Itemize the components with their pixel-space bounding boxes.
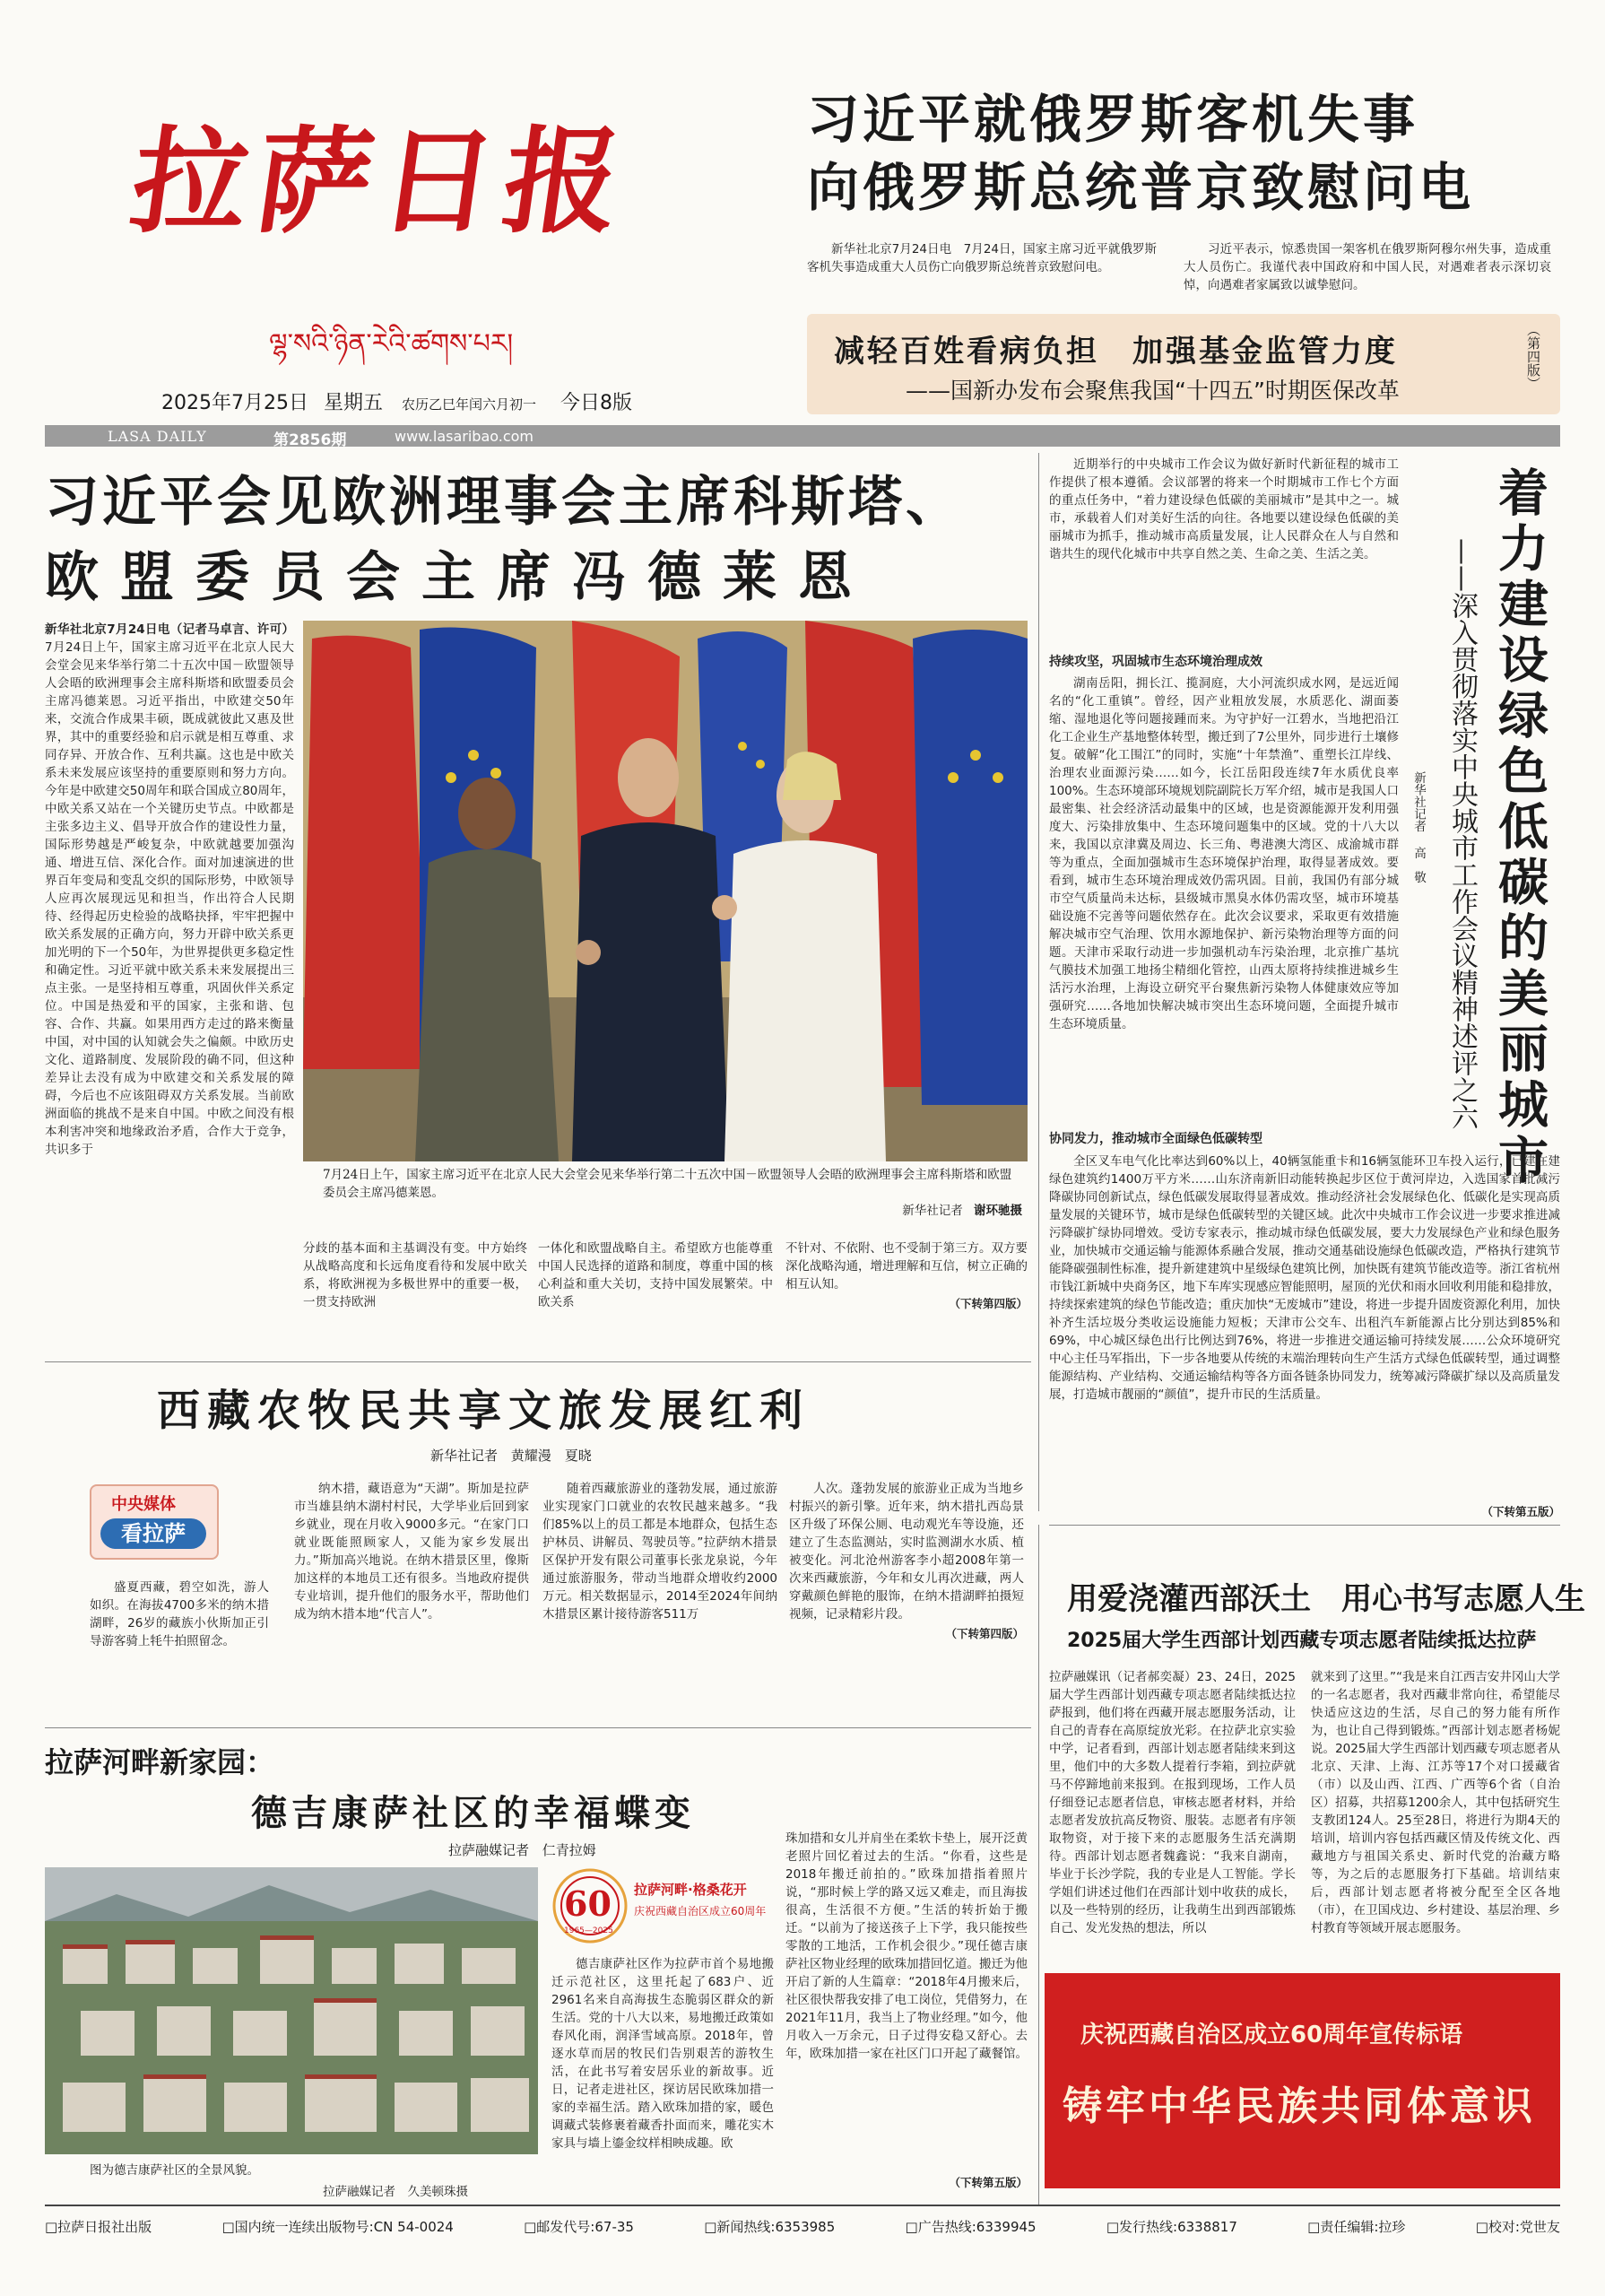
tourism-col-3 bbox=[789, 1480, 1024, 1643]
tourism-col-2 bbox=[542, 1480, 777, 1625]
lead-photo-credit-label: 新华社记者 bbox=[902, 1204, 963, 1218]
commentary-sub-1: 持续攻坚，巩固城市生态环境治理成效 bbox=[1049, 655, 1262, 669]
masthead-logo: 拉萨日报 bbox=[123, 115, 638, 249]
top-story-headline-2: 向俄罗斯总统普京致慰问电 bbox=[807, 157, 1475, 218]
divider-tourism-bottom bbox=[45, 1727, 1031, 1728]
community-photo-illustration bbox=[45, 1867, 538, 2154]
community-title-1: 拉萨河畔新家园： bbox=[45, 1745, 275, 1779]
top-story-col-2-text: 习近平表示，惊悉贵国一架客机在俄罗斯阿穆尔州失事，造成重大人员伤亡。我谨代表中国政府和中国人民，对遇难者表示深切哀悼，向遇难者家属致以诚挚慰问。 bbox=[1184, 242, 1551, 292]
volunteer-col1-text: 拉萨融媒讯（记者郝奕凝）23、24日，2025届大学生西部计划西藏专项志愿者陆续抵达拉萨报到，他们将在西藏开展志愿服务活动，让自己的青春在高原绽放光彩。在拉萨北京实验中学，记者看到，西部计划志愿者陆续来到这里，他们中的大多数人提着行李箱，到拉萨就马不停蹄地前来报到。在报到现场，工作人员仔细登记志愿者信息，审核志愿者材料，并给志愿者发放抗高反物资、服装。志愿者有序领取物资，对于接下来的志愿服务生活充满期待。西部计划志愿者魏鑫说：“我来自湖南，毕业于长沙学院，我的专业是人工智能。学长学姐们讲述过他们在西部计划中收获的成长，以及一些特别的经历，让我萌生出到西部锻炼自己、发光发热的想法，所以 bbox=[1049, 1670, 1296, 1935]
top-story-col-2 bbox=[1184, 240, 1551, 296]
lead-story-col-1 bbox=[45, 621, 294, 1374]
volunteer-headline: 用爱浇灌西部沃土 用心书写志愿人生 bbox=[1067, 1581, 1585, 1617]
lead-story-col-3 bbox=[538, 1239, 773, 1313]
footer-distribution-hotline: □发行热线:6338817 bbox=[1106, 2219, 1237, 2235]
divider-volunteer-top bbox=[1049, 1525, 1560, 1526]
divider-lead-bottom bbox=[45, 1361, 1031, 1362]
commentary-intro-text: 近期举行的中央城市工作会议为做好新时代新征程的城市工作提供了根本遵循。会议部署的将来一个时期城市工作七个方面的重点任务中，“着力建设绿色低碳的美丽城市”是其中之一。城市，承载着人们对美好生活的向往。各地要以建设绿色低碳的美丽城市为抓手，推动城市高质量发展，让人民群众在人与自然和谐共生的现代化城市中共享自然之美、生命之美、生活之美。 bbox=[1049, 457, 1399, 561]
slogan-title: 庆祝西藏自治区成立60周年宣传标语 bbox=[1080, 2022, 1463, 2048]
community-col1-text: 德吉康萨社区作为拉萨市首个易地搬迁示范社区，这里托起了683户、近2961名来自高海拔生态脆弱区群众的新生活。党的十八大以来，易地搬迁政策如春风化雨，润泽雪域高原。2018年，曾逐水草而居的牧民们告别艰苦的游牧生活，在此书写着安居乐业的新故事。近日，记者走进社区，探访居民欧珠加措一家的幸福生活。踏入欧珠加措的家，暖色调藏式装修裹着藏香扑面而来，雕花实木家具与墙上鎏金纹样相映成趣。欧 bbox=[551, 1957, 774, 2151]
slogan-box bbox=[1045, 1973, 1560, 2188]
lead-col1-text: 7月24日上午，国家主席习近平在北京人民大会堂会见来华举行第二十五次中国－欧盟领导人会晤的欧洲理事会主席科斯塔和欧盟委员会主席冯德莱恩。习近平指出，中欧建交50年来，交流合作成果丰硕，既成就彼此又惠及世界，其中的重要经验和启示就是相互尊重、求同存异、开放合作、互利共赢。这也是中欧关系未来发展应该坚持的重要原则和努力方向。今年是中欧建交50周年和联合国成立80周年，中欧关系又站在一个关键历史节点。中欧都是主张多边主义、倡导开放合作的建设性力量，国际形势越是严峻复杂，中欧就越要加强沟通、增进互信、深化合作。面对加速演进的世界百年变局和变乱交织的国际形势，中欧领导人应再次展现远见和担当，作出符合人民期待、经得起历史检验的战略抉择，牢牢把握中欧关系发展的正确方向，努力开辟中欧关系更加光明的下一个50年，为世界提供更多稳定性和确定性。习近平就中欧关系未来发展提出三点主张。一是坚持相互尊重，巩固伙伴关系定位。中国是热爱和平的国家，主张和谐、包容、合作、共赢。如果用西方走过的路来衡量中国，对中国的认知就会失之偏颇。中欧历史文化、道路制度、发展阶段的确不同，但这种差异让去没有成为中欧建交和关系发展的障碍，今后也不应该阻碍双方关系发展。当前欧洲面临的挑战不是来自中国。中欧之间没有根本利害冲突和地缘政治矛盾，合作大于竞争，共识多于 bbox=[45, 640, 294, 1157]
top-story-col-1 bbox=[807, 240, 1157, 278]
tourism-intro-text: 盛夏西藏，碧空如洗，游人如织。在海拔4700多米的纳木措湖畔，26岁的藏族小伙斯加正引导游客骑上牦牛拍照留念。 bbox=[90, 1580, 269, 1648]
top-story bbox=[798, 85, 1560, 222]
commentary-text-1: 湖南岳阳，拥长江、揽洞庭，大小河流织成水网，是远近闻名的“化工重镇”。曾经，因产业粗放发展，水质恶化、湖面萎缩、湿地退化等问题接踵而来。为守护好一江碧水，当地把沿江化工企业生产基地整体转型，搬迁到了7公里外，同步进行土壤修复。破解“化工围江”的同时，实施“十年禁渔”、重塑长江岸线、治理农业面源污染……如今，长江岳阳段连续7年水质优良率100%。生态环境部环境规划院副院长万军介绍，城市是我国人口最密集、社会经济活动最集中的区域，也是资源能源开发利用强度大、污染排放集中、生态环境问题集中的区域。党的十八大以来，我国以京津冀及周边、长三角、粤港澳大湾区、成渝城市群等为重点，全面加强城市生态环境保护治理，取得显著成效。要看到，城市生态环境治理成效仍需巩固。目前，我国仍有部分城市空气质量尚未达标，县级城市黑臭水体仍需攻坚，城市环境基础设施不完善等问题依然存在。此次会议要求，采取更有效措施解决城市空气治理、饮用水源地保护、新污染物治理等方面的问题。天津市采取行动进一步加强机动车污染治理，北京推广基坑气膜技术加强工地扬尘精细化管控，山西太原将持续推进城乡生活污水治理，上海设立研究平台聚焦新污染物人体健康效应等加强研究……各地加快解决城市突出生态环境问题，全面提升城市生态环境质量。 bbox=[1049, 676, 1399, 1031]
issue-band bbox=[45, 425, 1560, 447]
badge-bottom-text: 看拉萨 bbox=[100, 1518, 206, 1549]
promo-subtitle: ——国新办发布会聚焦我国“十四五”时期医保改革 bbox=[906, 378, 1400, 404]
anniversary-years: 1965—2025 bbox=[564, 1926, 613, 1935]
issue-date: 2025年7月25日 bbox=[161, 392, 308, 414]
top-story-headline-1: 习近平就俄罗斯客机失事 bbox=[807, 89, 1419, 150]
tourism-col3-text: 人次。蓬勃发展的旅游业正成为当地乡村振兴的新引擎。近年来，纳木措扎西岛景区升级了环保公厕、电动观光车等设施，还建立了生态监测站，实时监测湖水水质、植被变化。河北沧州游客李小超2008年第一次来西藏旅游，今年和女儿再次进藏，两人穿戴颜色鲜艳的服饰，在纳木措湖畔拍摄短视频，记录精彩片段。 bbox=[789, 1482, 1024, 1622]
anniversary-line-1: 拉萨河畔·格桑花开 bbox=[634, 1882, 747, 1898]
footer-proofreader: □校对:党世友 bbox=[1475, 2219, 1560, 2235]
lead-col3-text: 一体化和欧盟战略自主。希望欧方也能尊重中国人民选择的道路和制度，尊重中国的核心利益和重大关切，支持中国发展繁荣。中欧关系 bbox=[538, 1241, 773, 1309]
promo-box[interactable] bbox=[807, 314, 1560, 414]
community-photo-caption bbox=[54, 2160, 538, 2199]
commentary-continued[interactable]: （下转第五版） bbox=[1481, 1505, 1560, 1518]
tourism-headline: 西藏农牧民共享文旅发展红利 bbox=[157, 1386, 811, 1436]
issue-lunar-date: 农历乙巳年闰六月初一 bbox=[402, 396, 537, 413]
paper-url: www.lasaribao.com bbox=[395, 428, 534, 445]
tourism-byline bbox=[430, 1446, 592, 1465]
community-byline-label: 拉萨融媒记者 bbox=[448, 1842, 530, 1858]
footer-ad-hotline: □广告热线:6339945 bbox=[905, 2219, 1037, 2235]
community-byline-name: 仁青拉姆 bbox=[542, 1842, 596, 1858]
lead-continued[interactable]: （下转第四版） bbox=[949, 1297, 1028, 1310]
tourism-col2-text: 随着西藏旅游业的蓬勃发展，通过旅游业实现家门口就业的农牧民越来越多。“我们85%以上的员工都是本地群众，包括生态护林员、讲解员、驾驶员等。”拉萨纳木措景区保护开发有限公司董事长张龙泉说，今年通过旅游服务，带动当地群众增收约2000万元。相关数据显示，2014至2024年间纳木措景区累计接待游客511万 bbox=[542, 1482, 777, 1622]
volunteer-subheadline: 2025届大学生西部计划西藏专项志愿者陆续抵达拉萨 bbox=[1067, 1630, 1537, 1652]
community-col-2 bbox=[785, 1830, 1028, 2170]
commentary-section-2 bbox=[1049, 1152, 1560, 1502]
community-photo-caption-text: 图为德吉康萨社区的全景风貌。 bbox=[90, 2163, 259, 2178]
paper-english-name: LASA DAILY bbox=[108, 428, 207, 445]
commentary-text-2: 全区叉车电气化比率达到60%以上，40辆氢能重卡和16辆氢能环卫车投入运行，已建在建绿色建筑约1400万平方米……山东济南新旧动能转换起步区位于黄河岸边，入选国家首批减污降碳协同创新试点，绿色低碳发展取得显著成效。推动经济社会发展绿色化、低碳化是实现高质量发展的关键环节，城市是绿色低碳转型的关键区域。此次中央城市工作会议进一步要求推进减污降碳扩绿协同增效。受访专家表示，推动城市绿色低碳发展，要大力发展绿色产业和绿色服务业，加快城市交通运输与能源体系融合发展，推动交通基础设施绿色低碳改造，严格执行建筑节能降碳强制性标准，提升新建建筑中星级绿色建筑比例，加快既有建筑节能改造等。浙江省杭州市钱江新城中央商务区，地下车库实现感应智能照明，屋顶的光伏和雨水回收利用能和稳排放，持续探索建筑的绿色节能改造；重庆加快“无废城市”建设，将进一步提升固废资源化利用，加快补齐生活垃圾分类收运设施能力短板；天津市公交车、出租汽车新能源占比分别达到85%和69%，中心城区绿色出行比例达到76%，将进一步推进交通运输可持续发展……公众环境研究中心主任马军指出，下一步各地要从传统的末端治理转向生产生活方式绿色低碳转型，通过调整能源结构、产业结构、交通运输结构等各方面各链条协同发力，统筹减污降碳扩绿以及高质量发展，打造城市靓丽的“颜值”，提升市民的生活质量。 bbox=[1049, 1154, 1560, 1402]
lead-photo-illustration bbox=[303, 621, 1028, 1161]
issue-page-count: 今日8版 bbox=[560, 392, 633, 414]
tourism-col-1 bbox=[294, 1480, 529, 1625]
commentary-section-2-head bbox=[1049, 1125, 1399, 1152]
lead-photo-caption bbox=[323, 1166, 1022, 1220]
community-col-1 bbox=[551, 1955, 774, 2190]
promo-title: 减轻百姓看病负担 加强基金监管力度 bbox=[834, 334, 1398, 370]
volunteer-col-1 bbox=[1049, 1668, 1296, 1969]
top-story-col-1-text: 新华社北京7月24日电 7月24日，国家主席习近平就俄罗斯客机失事造成重大人员伤亡向俄罗斯总统普京致慰问电。 bbox=[807, 242, 1157, 274]
community-col2-text: 珠加措和女儿并肩坐在柔软卡垫上，展开泛黄老照片回忆着过去的生活。“你看，这些是2018年搬迁前拍的。”欧珠加措指着照片说，“那时候上学的路又远又难走，而且海拔很高，生活很不方便。”生活的转折始于搬迁。“以前为了接送孩子上下学，我只能按些零散的工地活，工作机会很少。”现任德吉康萨社区物业经理的欧珠加措回忆道。搬迁为他开启了新的人生篇章：“2018年4月搬来后，社区很快帮我安排了电工岗位，凭借努力，在2021年11月，我当上了物业经理。”如今，他月收入一万余元，日子过得安稳又舒心。去年，欧珠加措一家在社区门口开起了藏餐馆。 bbox=[785, 1831, 1028, 2061]
commentary-byline-label: 新华社记者 bbox=[1411, 771, 1426, 832]
community-title-2: 德吉康萨社区的幸福蝶变 bbox=[251, 1792, 695, 1834]
promo-page-ref: （第四版） bbox=[1525, 323, 1541, 390]
tourism-byline-label: 新华社记者 bbox=[430, 1448, 499, 1464]
slogan-text: 铸牢中华民族共同体意识 bbox=[1063, 2083, 1536, 2129]
footer-news-hotline: □新闻热线:6353985 bbox=[704, 2219, 836, 2235]
lead-photo-credit-name: 谢环驰摄 bbox=[974, 1204, 1022, 1218]
commentary-intro bbox=[1049, 456, 1399, 644]
commentary-headline: 着力建设绿色低碳的美丽城市 bbox=[1490, 466, 1549, 1189]
divider-commentary bbox=[1038, 453, 1039, 1511]
issue-weekday: 星期五 bbox=[323, 392, 383, 414]
footer-postal-code: □邮发代号:67-35 bbox=[524, 2219, 634, 2235]
masthead-tibetan-name: ལྷ་སའི་ཉིན་རེའི་ཚགས་པར། bbox=[269, 328, 514, 360]
lead-dateline: 新华社北京7月24日电（记者马卓言、许可） bbox=[45, 622, 294, 637]
volunteer-col2-text: 就来到了这里。”“我是来自江西吉安井冈山大学的一名志愿者，我对西藏非常向往，希望能尽快适应这边的生活，尽自己的努力能有所作为，也让自己得到锻炼。”西部计划志愿者杨妮说。2025届大学生西部计划西藏专项志愿者从北京、天津、上海、江苏等17个对口援藏省（市）以及山西、江西、广西等6个省（自治区）招募，共招募1200余人，其中包括研究生支教团124人。25至28日，将进行为期4天的培训，培训内容包括西藏区情及传统文化、西藏地方与祖国关系史、新时代党的治藏方略等，为之后的志愿服务打下基础。培训结束后，西部计划志愿者将被分配至全区各地（市），在卫国戍边、乡村建设、基层治理、乡村教育等领域开展志愿服务。 bbox=[1311, 1670, 1560, 1935]
lead-col4-text: 不针对、不依附、也不受制于第三方。双方要深化战略沟通，增进理解和互信，树立正确的相互认知。 bbox=[785, 1241, 1028, 1292]
volunteer-col-2 bbox=[1311, 1668, 1560, 1969]
anniversary-logo bbox=[551, 1867, 802, 1948]
tourism-continued[interactable]: （下转第四版） bbox=[945, 1627, 1024, 1640]
lead-story-col-2 bbox=[303, 1239, 527, 1313]
lead-headline-2: 欧盟委员会主席冯德莱恩 bbox=[45, 546, 873, 609]
footer-publisher: □拉萨日报社出版 bbox=[45, 2219, 152, 2235]
commentary-subheadline: ——深入贯彻落实中央城市工作会议精神述评之六 bbox=[1446, 538, 1478, 1130]
footer-editor: □责任编辑:拉珍 bbox=[1307, 2219, 1406, 2235]
tourism-col1-text: 纳木措，藏语意为“天湖”。斯加是拉萨市当雄县纳木湖村村民，大学毕业后回到家乡就业，现在月收入9000多元。“在家门口就业既能照顾家人，又能为家乡发展出力。”斯加高兴地说。在纳木措景区里，像斯加这样的本地员工还有很多。当地政府提供专业培训，提升他们的服务水平，帮助他们成为纳木措本地“代言人”。 bbox=[294, 1482, 529, 1622]
lead-headline-1: 习近平会见欧洲理事会主席科斯塔、 bbox=[45, 471, 963, 534]
community-continued[interactable]: （下转第五版） bbox=[949, 2176, 1028, 2189]
community-byline bbox=[448, 1840, 596, 1859]
commentary-byline-name: 高 敬 bbox=[1411, 846, 1426, 883]
anniversary-number: 60 bbox=[564, 1883, 612, 1924]
masthead-dateline bbox=[161, 387, 632, 415]
tourism-intro bbox=[90, 1578, 269, 1652]
footer-serial-number: □国内统一连续出版物号:CN 54-0024 bbox=[221, 2219, 454, 2235]
commentary-byline bbox=[1410, 771, 1427, 978]
lead-col2-text: 分歧的基本面和主基调没有变。中方始终从战略高度和长远角度看待和发展中欧关系，将欧洲视为多极世界中的重要一极，一贯支持欧洲 bbox=[303, 1241, 527, 1309]
lead-story-headline bbox=[45, 465, 1031, 615]
lead-photo bbox=[303, 621, 1028, 1161]
lead-story-col-4 bbox=[785, 1239, 1028, 1313]
anniversary-line-2: 庆祝西藏自治区成立60周年 bbox=[634, 1905, 767, 1918]
lead-photo-caption-text: 7月24日上午，国家主席习近平在北京人民大会堂会见来华举行第二十五次中国－欧盟领导人会晤的欧洲理事会主席科斯塔和欧盟委员会主席冯德莱恩。 bbox=[323, 1168, 1012, 1200]
divider-lower-right bbox=[1038, 1525, 1039, 2206]
central-media-badge bbox=[90, 1484, 219, 1560]
commentary-sub-2: 协同发力，推动城市全面绿色低碳转型 bbox=[1049, 1132, 1262, 1146]
badge-top-text: 中央媒体 bbox=[111, 1495, 176, 1514]
community-photo-credit: 拉萨融媒记者 久美顿珠摄 bbox=[323, 2185, 468, 2199]
commentary-section-1 bbox=[1049, 648, 1399, 1123]
footer bbox=[45, 2217, 1560, 2236]
footer-rule bbox=[45, 2205, 1560, 2206]
community-photo bbox=[45, 1867, 538, 2154]
issue-number: 第2856期 bbox=[273, 431, 347, 449]
tourism-byline-names: 黄耀漫 夏晓 bbox=[510, 1448, 592, 1464]
